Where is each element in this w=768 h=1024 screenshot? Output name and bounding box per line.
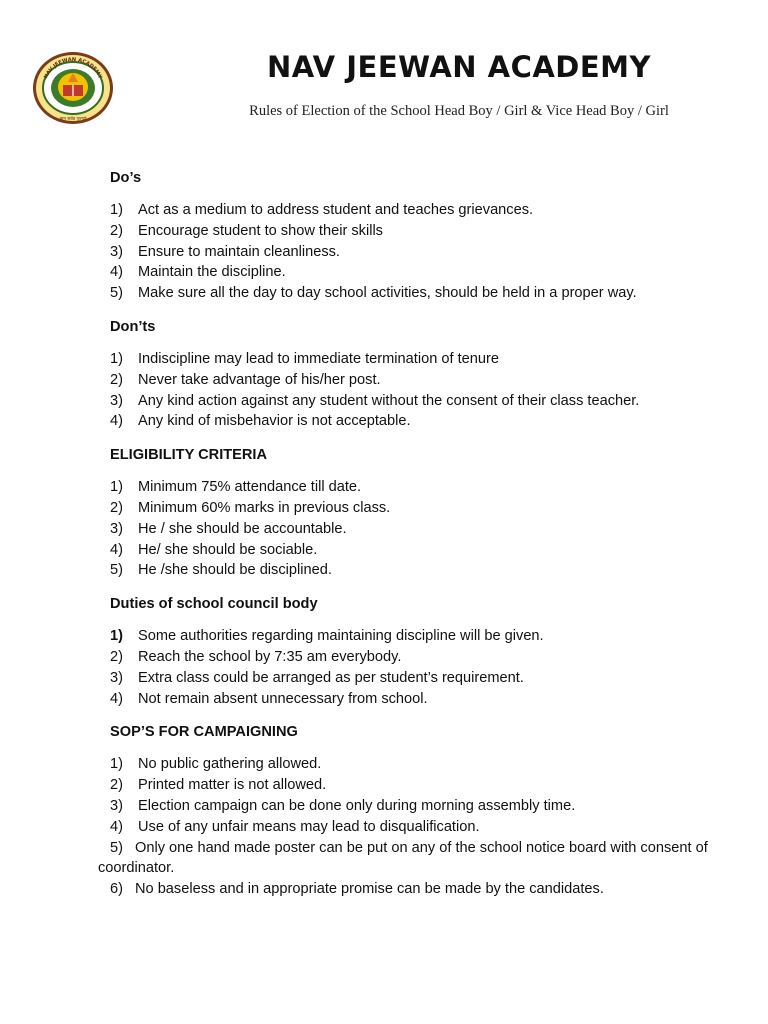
list-item (98, 221, 738, 242)
list-item (98, 391, 738, 412)
section-heading-eligibility: ELIGIBILITY CRITERIA (110, 447, 268, 464)
item-text: No public gathering allowed. (138, 756, 322, 773)
list-item (98, 838, 738, 880)
item-text: Election campaign can be done only during morning assembly time. (138, 797, 576, 814)
list-item (98, 817, 738, 838)
item-number: 6) (110, 881, 123, 898)
sops-list (98, 754, 738, 900)
item-number: 2) (110, 499, 123, 516)
item-text: Never take advantage of his/her post. (138, 371, 381, 388)
donts-list (98, 349, 738, 432)
item-number: 2) (110, 777, 123, 794)
item-number: 2) (110, 222, 123, 239)
item-text: Extra class could be arranged as per student’s requirement. (138, 669, 524, 686)
item-text: Only one hand made poster can be put on any of the school notice board with consent of coordinator. (98, 839, 708, 877)
list-item (98, 349, 738, 370)
item-number: 3) (110, 520, 123, 537)
item-number: 4) (110, 413, 123, 430)
list-item (98, 498, 738, 519)
item-text: Not remain absent unnecessary from school. (138, 690, 428, 707)
list-item (98, 775, 738, 796)
item-number: 5) (110, 562, 123, 579)
list-item (98, 560, 738, 581)
item-text: Some authorities regarding maintaining discipline will be given. (138, 628, 544, 645)
page-title: NAV JEEWAN ACADEMY (266, 50, 652, 84)
item-text: Any kind of misbehavior is not acceptable. (138, 413, 411, 430)
item-number: 3) (110, 669, 123, 686)
item-number: 3) (110, 392, 123, 409)
list-item (98, 689, 738, 710)
eligibility-list (98, 477, 738, 581)
item-text: No baseless and in appropriate promise can be made by the candidates. (134, 881, 604, 898)
item-number: 1) (110, 479, 123, 496)
item-text: Ensure to maintain cleanliness. (138, 243, 340, 260)
list-item (98, 879, 738, 900)
list-item (98, 411, 738, 432)
section-heading-donts: Don’ts (110, 318, 156, 335)
list-item (98, 262, 738, 283)
item-text: Minimum 75% attendance till date. (138, 479, 362, 496)
item-number: 1) (110, 628, 123, 645)
item-number: 4) (110, 690, 123, 707)
list-item (98, 519, 738, 540)
item-text: He/ she should be sociable. (138, 541, 318, 558)
item-text: Printed matter is not allowed. (138, 777, 327, 794)
school-crest-icon (27, 49, 119, 127)
item-number: 1) (110, 756, 123, 773)
logo-text-bottom: ज्ञान सर्वत्र पूज्यते (59, 117, 87, 122)
dos-list (98, 200, 738, 304)
page-subtitle: Rules of Election of the School Head Boy / Girl & Vice Head Boy / Girl (249, 103, 669, 119)
section-heading-dos: Do’s (110, 170, 142, 186)
item-text: Make sure all the day to day school activities, should be held in a proper way. (138, 285, 637, 302)
item-text: He /she should be disciplined. (138, 562, 332, 579)
item-number: 3) (110, 797, 123, 814)
item-text: Indiscipline may lead to immediate termination of tenure (138, 350, 499, 367)
list-item (98, 647, 738, 668)
logo-text-top: NAV JEEWAN ACADEMY (43, 56, 103, 80)
item-number: 1) (110, 350, 123, 367)
list-item (98, 477, 738, 498)
item-text: Minimum 60% marks in previous class. (138, 499, 391, 516)
item-text: Use of any unfair means may lead to disqualification. (138, 818, 480, 835)
list-item (98, 796, 738, 817)
item-text: Maintain the discipline. (138, 264, 286, 281)
item-number: 4) (110, 818, 123, 835)
section-heading-sops: SOP’S FOR CAMPAIGNING (110, 724, 298, 741)
list-item (98, 370, 738, 391)
item-number: 5) (110, 839, 123, 856)
item-number: 3) (110, 243, 123, 260)
list-item (98, 626, 738, 647)
list-item (98, 283, 738, 304)
item-number: 4) (110, 264, 123, 281)
item-text: He / she should be accountable. (138, 520, 347, 537)
list-item (98, 754, 738, 775)
item-number: 2) (110, 371, 123, 388)
list-item (98, 242, 738, 263)
item-number: 5) (110, 285, 123, 302)
section-heading-duties: Duties of school council body (110, 596, 318, 613)
list-item (98, 540, 738, 561)
item-text: Reach the school by 7:35 am everybody. (138, 648, 402, 665)
item-text: Any kind action against any student without the consent of their class teacher. (138, 392, 640, 409)
duties-list (98, 626, 738, 709)
item-number: 1) (110, 202, 123, 218)
item-text: Act as a medium to address student and teaches grievances. (138, 202, 534, 218)
item-number: 2) (110, 648, 123, 665)
item-number: 4) (110, 541, 123, 558)
list-item (98, 200, 738, 221)
item-text: Encourage student to show their skills (138, 222, 383, 239)
document-body (98, 168, 738, 913)
list-item (98, 668, 738, 689)
